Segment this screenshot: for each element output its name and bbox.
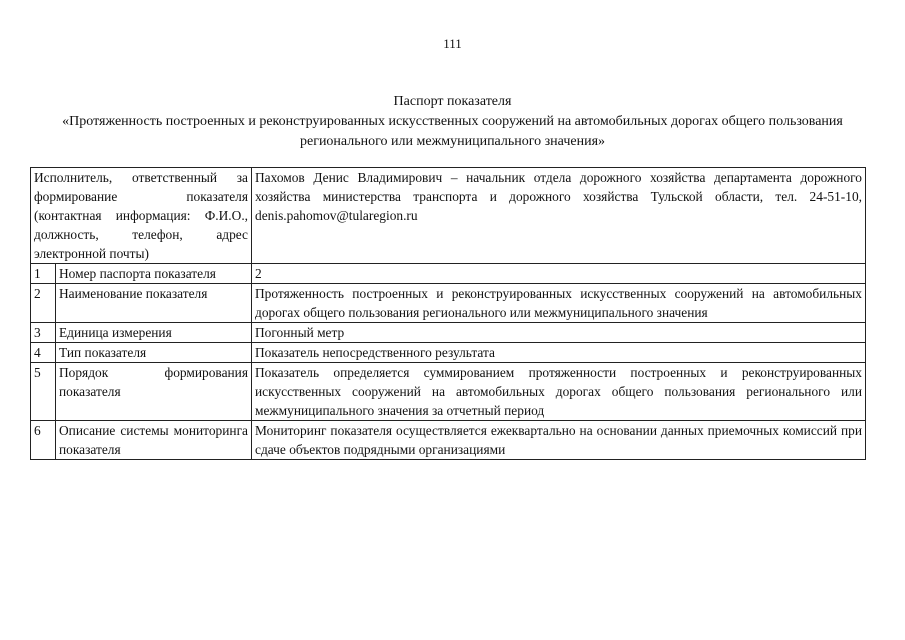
document-subtitle: «Протяженность построенных и реконструированных искусственных сооружений на автомобильных дорогах общего пользования регионального или межмуниципального значения»: [62, 114, 843, 149]
row-label: Описание системы мониторинга показателя: [56, 421, 252, 460]
table-row: [31, 323, 866, 343]
table-row: [31, 421, 866, 460]
passport-table: [30, 167, 866, 460]
row-number: 5: [31, 363, 56, 421]
row-value: Показатель определяется суммированием протяженности построенных и реконструированных искусственных сооружений на автомобильных дорогах общего пользования регионального или межмуниципального значения за отчетный период: [252, 363, 866, 421]
table-row: [31, 343, 866, 363]
table-row: [31, 284, 866, 323]
executor-label: Исполнитель, ответственный за формирование показателя (контактная информация: Ф.И.О., должность, телефон, адрес электронной почты): [31, 168, 252, 264]
row-label: Единица измерения: [56, 323, 252, 343]
row-label: Порядок формирования показателя: [56, 363, 252, 421]
row-label: Тип показателя: [56, 343, 252, 363]
row-number: 3: [31, 323, 56, 343]
row-number: 1: [31, 264, 56, 284]
row-value: 2: [252, 264, 866, 284]
page-number: 111: [443, 36, 462, 51]
table-row-executor: [31, 168, 866, 264]
row-value: Протяженность построенных и реконструированных искусственных сооружений на автомобильных дорогах общего пользования регионального или межмуниципального значения: [252, 284, 866, 323]
table-row: [31, 264, 866, 284]
executor-value: Пахомов Денис Владимирович – начальник отдела дорожного хозяйства департамента дорожного хозяйства министерства транспорта и дорожного хозяйства Тульской области, тел. 24-51-10, denis.pahomov@tularegion.ru: [252, 168, 866, 264]
row-label: Номер паспорта показателя: [56, 264, 252, 284]
document-header: [20, 92, 885, 152]
row-value: Погонный метр: [252, 323, 866, 343]
document-title: Паспорт показателя: [393, 94, 512, 109]
row-value: Мониторинг показателя осуществляется ежеквартально на основании данных приемочных комиссий при сдаче объектов подрядными организациями: [252, 421, 866, 460]
row-value: Показатель непосредственного результата: [252, 343, 866, 363]
row-number: 4: [31, 343, 56, 363]
row-label: Наименование показателя: [56, 284, 252, 323]
row-number: 2: [31, 284, 56, 323]
row-number: 6: [31, 421, 56, 460]
table-row: [31, 363, 866, 421]
